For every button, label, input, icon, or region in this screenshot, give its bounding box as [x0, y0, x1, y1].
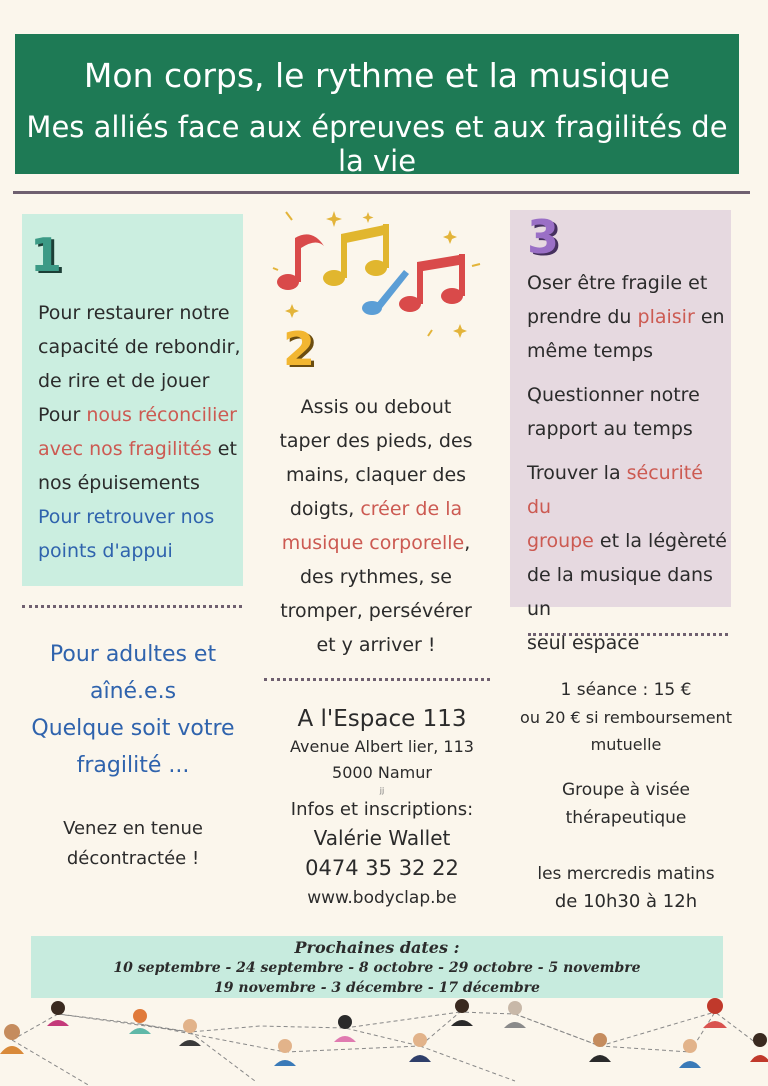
text-line: Pour restaurer notre [38, 302, 230, 324]
text-line: points d'appui [38, 540, 173, 562]
person-icon [0, 998, 768, 1068]
text-line: Pour retrouver nos [38, 506, 215, 528]
small-mark: jj [379, 786, 385, 795]
venue-city: 5000 Namur [332, 763, 432, 782]
venue-street: Avenue Albert lier, 113 [290, 737, 474, 756]
section-2-number: 2 [283, 322, 316, 376]
dates-heading: Prochaines dates : [294, 938, 460, 957]
dates-line: 19 novembre - 3 décembre - 17 décembre [214, 980, 540, 996]
pricing-info: 1 séance : 15 € ou 20 € si remboursement mutuelle Groupe à visée thérapeutique les mercredis matins de 10h30 à 12h [520, 680, 732, 912]
page-title: Mon corps, le rythme et la musique [83, 56, 671, 95]
section-1-text [38, 296, 243, 568]
music-notes-icon [272, 208, 484, 340]
website-link[interactable]: www.bodyclap.be [307, 888, 457, 908]
contact-phone: 0474 35 32 22 [305, 856, 459, 880]
section-3-number: 3 [527, 210, 560, 264]
dates-line: 10 septembre - 24 septembre - 8 octobre - 29 octobre - 5 novembre [113, 960, 641, 976]
section-2-text: Assis ou debout taper des pieds, des mains, claquer des doigts, créer de la musique corporelle, des rythmes, se tromper, persévérer et y arriver ! [279, 396, 473, 656]
page-subtitle: Mes alliés face aux épreuves et aux fragilités de la vie [26, 110, 728, 178]
text-line: capacité de rebondir, [38, 336, 241, 358]
divider [13, 191, 750, 194]
dotted-divider [22, 605, 242, 608]
dotted-divider [264, 678, 490, 681]
next-dates-box [31, 936, 723, 998]
text-line: Pour nous réconcilier [38, 404, 237, 426]
venue-name: A l'Espace 113 [297, 706, 467, 732]
contact-name: Valérie Wallet [313, 826, 451, 850]
title-banner [15, 34, 739, 178]
people-network-illustration [0, 996, 768, 1086]
audience-text: Pour adultes et aîné.e.s Quelque soit votre fragilité ... [31, 642, 235, 778]
text-line: de rire et de jouer [38, 370, 210, 392]
dress-code-text: Venez en tenue décontractée ! [63, 818, 203, 869]
section-1-number: 1 [30, 228, 63, 282]
venue-info [262, 704, 502, 912]
dotted-divider [528, 633, 728, 636]
info-label: Infos et inscriptions: [290, 799, 474, 820]
text-line: nos épuisements [38, 472, 200, 494]
section-3-text: Oser être fragile et prendre du plaisir en même temps Questionner notre rapport au temps Trouver la sécurité du groupe et la légèreté de la musique dans un seul espace [527, 272, 727, 654]
text-line: avec nos fragilités et [38, 438, 237, 460]
